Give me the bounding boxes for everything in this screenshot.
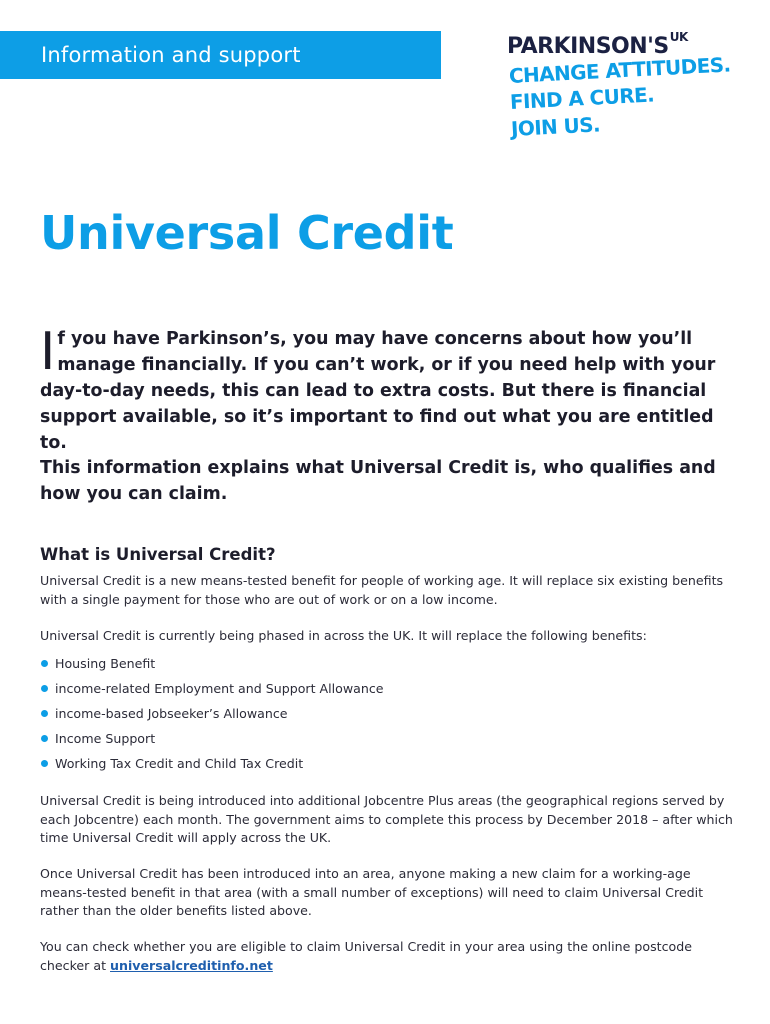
parkinsons-uk-logo: [507, 30, 757, 145]
bullet-icon: [41, 710, 48, 717]
drop-cap: I: [40, 322, 56, 382]
benefits-list: [40, 654, 384, 779]
logo-brand-sup: UK: [669, 30, 688, 44]
list-item-label: income-related Employment and Support Allowance: [55, 681, 384, 696]
postcode-checker-text: You can check whether you are eligible to claim Universal Credit in your area using the online postcode checker at: [40, 939, 692, 973]
list-item-label: Working Tax Credit and Child Tax Credit: [55, 756, 304, 771]
banner-label: Information and support: [41, 43, 301, 67]
body-paragraph-5: [40, 938, 740, 975]
page-title: Universal Credit: [40, 206, 454, 260]
list-item: [40, 704, 384, 729]
body-paragraph-4: Once Universal Credit has been introduced into an area, anyone making a new claim for a working-age means-tested benefit in that area (with a small number of exceptions) will need to claim Universal Credit rather than the older benefits listed above.: [40, 866, 704, 918]
logo-tagline-2: FIND A CURE.: [509, 82, 655, 114]
list-item: [40, 729, 384, 754]
intro-paragraph: [40, 322, 730, 456]
list-item-label: Income Support: [55, 731, 156, 746]
bullet-icon: [41, 685, 48, 692]
logo-brand-text: PARKINSON'S: [507, 34, 669, 59]
intro-text: f you have Parkinson’s, you may have concerns about how you’ll manage financially. If you can’t work, or if you need help with your day-to-day needs, this can lead to extra costs. But there is financial support available, so it’s important to find out what you are entitled to.: [40, 329, 716, 453]
logo-tagline-3: JOIN US.: [510, 112, 601, 141]
intro-summary: This information explains what Universal Credit is, who qualifies and how you can claim.: [40, 458, 716, 504]
body-paragraph-2: Universal Credit is currently being phased in across the UK. It will replace the following benefits:: [40, 628, 647, 643]
logo-tagline-1: CHANGE ATTITUDES.: [508, 52, 732, 88]
list-item-label: Housing Benefit: [55, 656, 156, 671]
bullet-icon: [41, 660, 48, 667]
list-item-label: income-based Jobseeker’s Allowance: [55, 706, 288, 721]
bullet-icon: [41, 760, 48, 767]
section-heading: What is Universal Credit?: [40, 545, 276, 564]
list-item: [40, 679, 384, 704]
body-paragraph-1: Universal Credit is a new means-tested benefit for people of working age. It will replace six existing benefits with a single payment for those who are out of work or on a low income.: [40, 573, 724, 607]
universal-credit-link[interactable]: universalcreditinfo.net: [110, 957, 273, 973]
bullet-icon: [41, 735, 48, 742]
list-item: [40, 754, 384, 779]
section-banner: [0, 31, 441, 79]
body-paragraph-3: Universal Credit is being introduced into additional Jobcentre Plus areas (the geographical regions served by each Jobcentre) each month. The government aims to complete this process by December 2018 – after which time Universal Credit will apply across the UK.: [40, 793, 733, 845]
list-item: [40, 654, 384, 679]
